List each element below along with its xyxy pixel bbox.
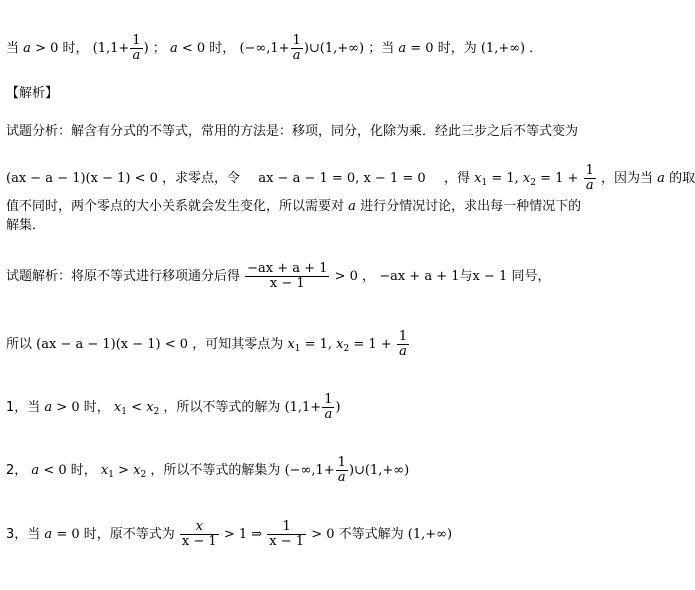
- text-suoyi: 所以: [6, 337, 33, 352]
- fraction-1-over-xm1: $\frac{1}{x - 1}$: [269, 519, 305, 549]
- interval-open: (1,1+: [92, 41, 130, 56]
- text-comma: ，: [362, 269, 376, 284]
- fraction-1-over-a: $\frac{1}{a}$: [585, 163, 594, 193]
- fraction-num: 1: [132, 33, 141, 48]
- var-a: a: [169, 41, 178, 56]
- case-1: 1，当 a > 0 时， $x_1 < x_2$ ，所以不等式的解为 (1,1+ $\frac{1}{a}$ ): [6, 392, 341, 422]
- fraction-1-over-a: [130, 34, 142, 63]
- interval-union: )∪(1,+∞): [303, 41, 365, 56]
- solution-intro: [6, 262, 550, 291]
- fraction-x-over-xm1: $\frac{x}{x - 1}$: [181, 519, 217, 549]
- text-gt0: > 0: [334, 269, 358, 284]
- text-lt0: < 0: [181, 41, 210, 56]
- fraction-den: a: [132, 48, 141, 63]
- text-yu: 与: [459, 269, 473, 284]
- fraction-1-over-a: [291, 34, 303, 63]
- text-eq0: = 0: [410, 41, 438, 56]
- text-take: 的取: [669, 171, 695, 186]
- case-1-label: 1，当: [6, 400, 41, 415]
- text-intro: 试题解析：将原不等式进行移项通分后得: [6, 269, 241, 284]
- var-a: a: [398, 41, 407, 56]
- text-semicolon: ；: [152, 41, 166, 56]
- text-gt0: > 0: [35, 41, 63, 56]
- analysis-line-1: 试题分析：解含有分式的不等式，常用的方法是：移项，同分，化除为乘．经此三步之后不等式变为: [6, 124, 579, 139]
- section-heading-jiexi: 【解析】: [6, 86, 59, 101]
- text-shi: 时，: [62, 41, 89, 56]
- x1-eq: = 1,: [491, 171, 519, 186]
- expr-product: (ax − a − 1)(x − 1) < 0: [36, 337, 189, 352]
- fraction-1-over-a: $\frac{1}{a}$: [324, 392, 333, 422]
- text-line3: 值不同时，两个零点的大小关系就会发生变化，所以需要对: [6, 199, 345, 214]
- expr-denominator: x − 1: [472, 269, 508, 284]
- var-a: a: [348, 199, 356, 214]
- text-de: ，得: [443, 171, 470, 186]
- case-3-label: 3，当: [6, 527, 41, 542]
- case-2-label: 2，: [6, 463, 28, 478]
- case-3: 3，当 a = 0 时，原不等式为 $\frac{x}{x - 1}$ > 1 ⇒ $\frac{1}{x - 1}$ > 0 不等式解为 (1,+∞): [6, 519, 453, 549]
- analysis-line-4: 解集．: [6, 218, 46, 233]
- x2-eq: = 1 +: [540, 171, 579, 186]
- solution-zeros-line: 所以 (ax − a − 1)(x − 1) < 0 ，可知其零点为 $x_1 = 1$, $x_2 = 1$ + $\frac{1}{a}$: [6, 329, 408, 359]
- fraction-num: 1: [292, 33, 301, 48]
- text-tonghao: 同号，: [511, 269, 551, 284]
- text-line3b: 进行分情况讨论，求出每一种情况下的: [360, 199, 582, 214]
- expr-equations: ax − a − 1 = 0, x − 1 = 0: [258, 171, 426, 186]
- interval-open2: (−∞,1+: [239, 41, 290, 56]
- expr-product: (ax − a − 1)(x − 1) < 0: [6, 171, 158, 186]
- interval-final: (1,+∞): [480, 41, 526, 56]
- answer-line: [6, 34, 542, 63]
- text-dang: 当: [6, 41, 20, 56]
- text-kezhi: ，可知其零点为: [192, 337, 284, 352]
- text-zero: ，求零点，令: [162, 171, 241, 186]
- fraction-main: $\frac{-ax + a + 1}{x - 1}$: [247, 261, 328, 291]
- fraction-1-over-a: $\frac{1}{a}$: [398, 329, 408, 359]
- analysis-line-2: (ax − a − 1)(x − 1) < 0 ，求零点，令 ax − a − 1 = 0, x − 1 = 0 ，得 $x_1 = 1$, $x_2 = 1$ + $\frac{1}{a}$ ，因为当 a 的取: [6, 163, 695, 193]
- interval-close: ): [143, 41, 149, 56]
- text-wei: 时，为: [437, 41, 477, 56]
- text-period: ．: [529, 41, 543, 56]
- var-a: a: [657, 171, 665, 186]
- expr-numerator: −ax + a + 1: [379, 269, 460, 284]
- text-semicolon-dang: ；当: [368, 41, 395, 56]
- text-shi: 时，: [209, 41, 236, 56]
- fraction-den: a: [292, 48, 301, 63]
- fraction-1-over-a: $\frac{1}{a}$: [337, 455, 346, 485]
- case-2: 2， a < 0 时， $x_1 > x_2$ ，所以不等式的解集为 (−∞,1+ $\frac{1}{a}$ )∪(1,+∞): [6, 455, 410, 485]
- var-a: a: [23, 41, 31, 56]
- analysis-line-3: [6, 199, 581, 215]
- text-because: ，因为当: [601, 171, 654, 186]
